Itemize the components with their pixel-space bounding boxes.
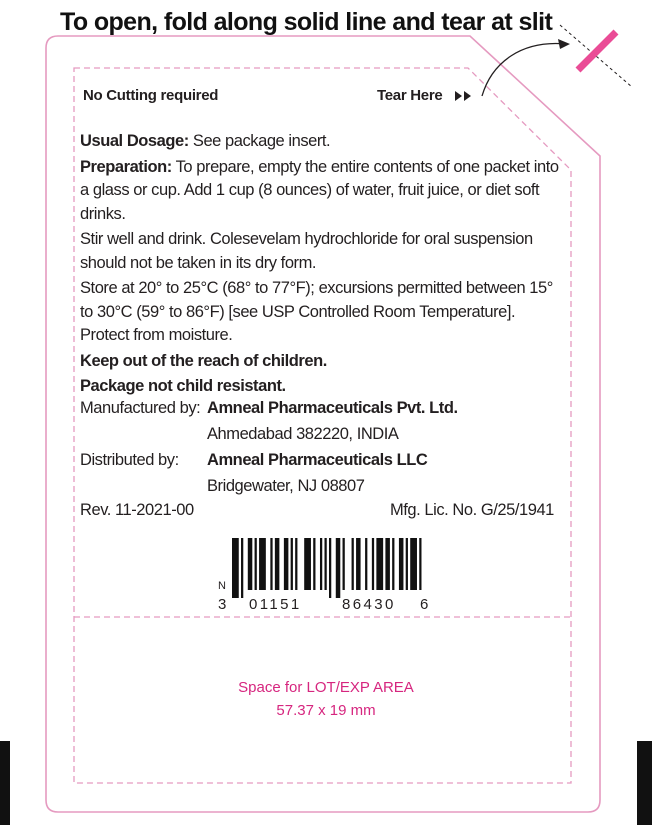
lot-exp-area-label: Space for LOT/EXP AREA [238,679,414,696]
child-resistance-text: Package not child resistant. [80,377,286,395]
barcode-bar [270,538,272,590]
barcode-bar [324,538,326,590]
barcode-bar [356,538,361,590]
manufacturer-address: Ahmedabad 382220, INDIA [207,425,399,443]
barcode-bar [248,538,253,590]
fold-instruction-heading: To open, fold along solid line and tear at slit [60,8,553,36]
barcode-bar [295,538,297,590]
children-warning-text: Keep out of the reach of children. [80,351,327,370]
manufactured-by-label: Manufactured by: [80,399,201,417]
revision-number: Rev. 11-2021-00 [80,501,194,519]
barcode-bar [410,538,417,590]
barcode-bar [291,538,293,590]
barcode-bar [313,538,315,590]
manufacturing-license: Mfg. Lic. No. G/25/1941 [390,501,554,519]
barcode-bar [419,538,421,590]
no-cutting-label: No Cutting required [83,87,219,104]
distributor-address: Bridgewater, NJ 08807 [207,477,365,495]
barcode-bar [336,538,341,598]
barcode-bar [343,538,345,590]
stir-instructions: Stir well and drink. Colesevelam hydrochloride for oral suspension should not be taken in its dry form. [80,230,533,272]
barcode-bar [255,538,257,590]
barcode-bar [232,538,239,598]
barcode-first-digit: 3 [218,596,229,613]
lot-exp-dimensions: 57.37 x 19 mm [276,702,376,719]
children-warning [80,350,560,374]
dosage-text: See package insert. [188,132,331,150]
barcode-bar [365,538,367,590]
barcode-bar [241,538,243,598]
usual-dosage [80,130,560,154]
barcode-bar [385,538,390,590]
barcode-bar [259,538,266,590]
right-registration-mark [637,741,652,825]
barcode-group-1: 01151 [249,596,302,613]
barcode [232,538,426,598]
barcode-check-digit: 6 [420,596,431,613]
preparation-text: To prepare, empty the entire contents of one packet into a glass or cup. Add 1 cup (8 ounces) of water, fruit juice, or diet soft drinks. [80,157,559,223]
barcode-bar [304,538,311,590]
barcode-bar [284,538,289,590]
tear-direction-arrow [482,44,566,96]
preparation [80,156,560,227]
dosage-label: Usual Dosage: [80,132,189,150]
barcode-bar [329,538,331,598]
barcode-bar [275,538,280,590]
barcode-bar [352,538,354,590]
barcode-ndc-letter: N [218,580,226,592]
arrow-head [558,39,570,49]
distributed-by-label: Distributed by: [80,451,179,469]
double-arrow-icon [455,91,473,101]
manufacturer-name: Amneal Pharmaceuticals Pvt. Ltd. [207,399,458,417]
barcode-bar [376,538,383,590]
child-resistance-warning [80,375,560,399]
barcode-bar [392,538,394,590]
preparation-label: Preparation: [80,157,172,176]
distributor-name: Amneal Pharmaceuticals LLC [207,451,428,469]
barcode-bar [320,538,322,590]
barcode-bar [399,538,404,590]
barcode-bar [406,538,408,590]
tear-here-label: Tear Here [377,87,443,104]
left-registration-mark [0,741,10,825]
barcode-group-2: 86430 [342,596,396,613]
storage-instructions: Store at 20° to 25°C (68° to 77°F); excursions permitted between 15° to 30°C (59° to 86°F) [see USP Controlled Room Temperature]. Protect from moisture. [80,279,553,344]
label-body-text [80,130,560,401]
tear-slit-mark [578,32,616,70]
barcode-bar [372,538,374,590]
